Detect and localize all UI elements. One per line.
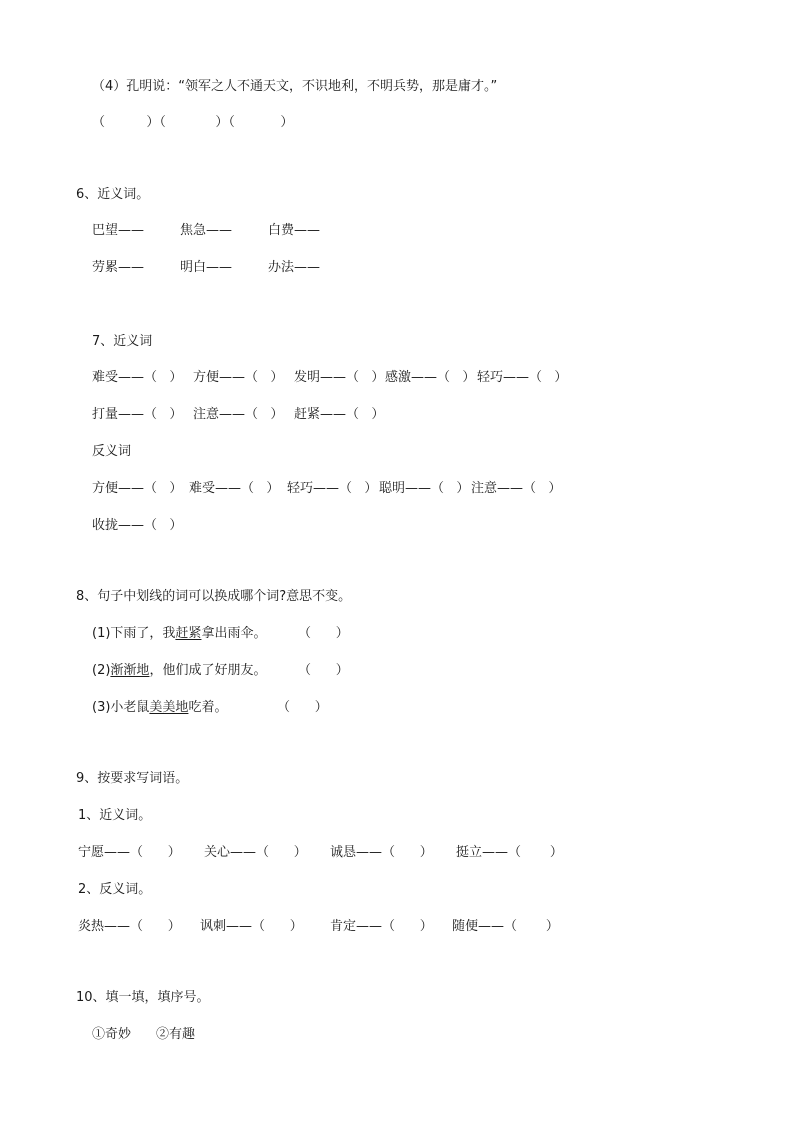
word-item: 随便——（ ） [452, 919, 559, 934]
section-7-title: 7、近义词 [92, 334, 153, 349]
word-item: 打量——（ ） [92, 407, 183, 422]
word-item: 赶紧——（ ） [294, 407, 385, 422]
word-item: 注意——（ ） [193, 407, 284, 422]
sentence-item: (1)下雨了，我赶紧拿出雨伞。 [92, 626, 267, 641]
word-item: 宁愿——（ ） [78, 845, 181, 860]
word-item: 挺立——（ ） [456, 845, 563, 860]
word-item: 收拢——（ ） [92, 518, 183, 533]
word-item: 巴望—— [92, 223, 145, 238]
word-item: 讽刺——（ ） [200, 919, 303, 934]
section-6-title: 6、近义词。 [76, 187, 150, 202]
word-item: 轻巧——（ ） [477, 370, 568, 385]
underlined-word: 美美地 [149, 700, 189, 715]
subsection-title: 2、反义词。 [78, 882, 152, 897]
word-item: 感激——（ ） [385, 370, 476, 385]
word-item: 方便——（ ） [193, 370, 284, 385]
word-item: 难受——（ ） [189, 481, 280, 496]
question-4-blanks: （ ）（ ）（ ） [92, 115, 294, 130]
word-item: 注意——（ ） [471, 481, 562, 496]
word-item: 方便——（ ） [92, 481, 183, 496]
word-item: 诚恳——（ ） [330, 845, 433, 860]
answer-blank: （ ） [298, 626, 349, 641]
word-item: 发明——（ ） [294, 370, 385, 385]
word-item: 明白—— [180, 260, 233, 275]
word-item: 劳累—— [92, 260, 145, 275]
word-item: 办法—— [268, 260, 321, 275]
option-item: ②有趣 [156, 1027, 196, 1042]
antonym-title: 反义词 [92, 444, 132, 459]
subsection-title: 1、近义词。 [78, 808, 152, 823]
underlined-word: 赶紧 [175, 626, 202, 641]
word-item: 焦急—— [180, 223, 233, 238]
sentence-item: (3)小老鼠美美地吃着。 [92, 700, 228, 715]
section-8-title: 8、句子中划线的词可以换成哪个词?意思不变。 [76, 589, 352, 604]
sentence-item: (2)渐渐地，他们成了好朋友。 [92, 663, 267, 678]
word-item: 聪明——（ ） [379, 481, 470, 496]
word-item: 白费—— [268, 223, 321, 238]
word-item: 炎热——（ ） [78, 919, 181, 934]
question-4-text: （4）孔明说：“领军之人不通天文，不识地利，不明兵势，那是庸才。” [92, 79, 498, 94]
word-item: 关心——（ ） [204, 845, 307, 860]
section-9-title: 9、按要求写词语。 [76, 771, 189, 786]
answer-blank: （ ） [277, 700, 328, 715]
word-item: 肯定——（ ） [330, 919, 433, 934]
word-item: 轻巧——（ ） [287, 481, 378, 496]
answer-blank: （ ） [298, 663, 349, 678]
section-10-title: 10、填一填，填序号。 [76, 990, 210, 1005]
word-item: 难受——（ ） [92, 370, 183, 385]
option-item: ①奇妙 [92, 1027, 132, 1042]
underlined-word: 渐渐地 [110, 663, 150, 678]
